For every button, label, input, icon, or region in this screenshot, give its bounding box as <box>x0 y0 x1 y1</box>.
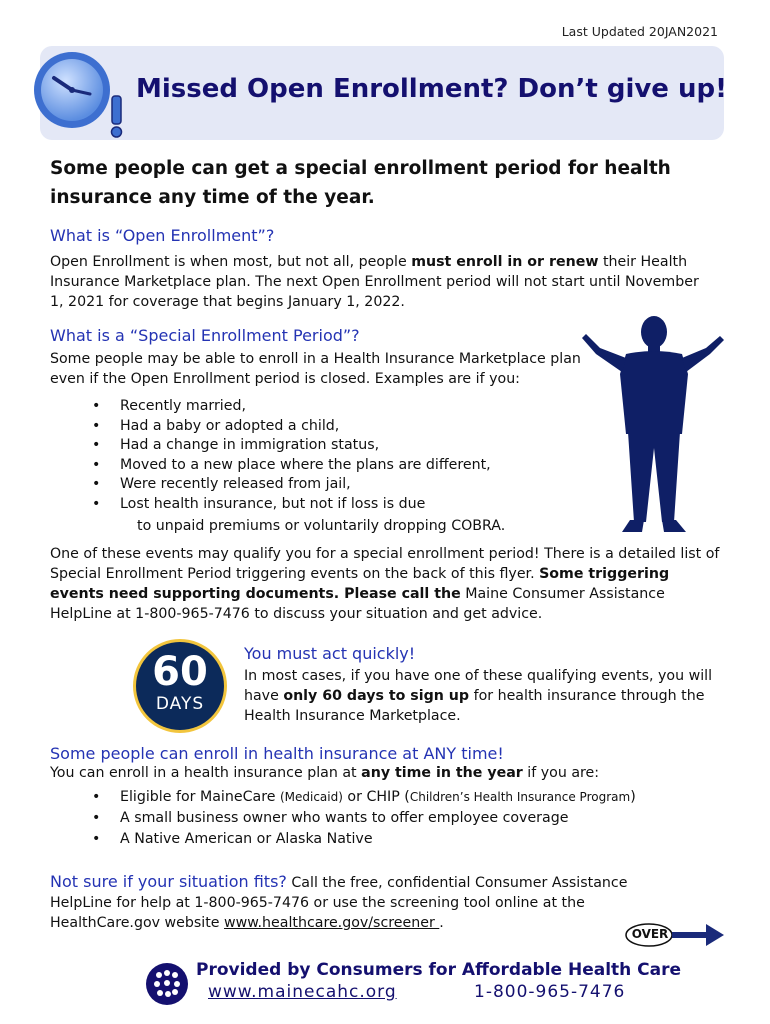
sep-heading: What is a “Special Enrollment Period”? <box>50 326 360 345</box>
list-item: • Eligible for MaineCare (Medicaid) or CHIP (Children’s Health Insurance Program) <box>92 787 712 808</box>
act-quickly-text: In most cases, if you have one of these qualifying events, you will have only 60 days to sign up for health insurance through the Health Insurance Marketplace. <box>244 668 713 724</box>
list-item: • A Native American or Alaska Native <box>92 829 712 850</box>
screener-link[interactable]: www.healthcare.gov/screener <box>224 915 440 931</box>
anytime-heading: Some people can enroll in health insurance at ANY time! <box>50 744 504 763</box>
footer-website-link[interactable]: www.mainecahc.org <box>208 982 397 1002</box>
last-updated: Last Updated 20JAN2021 <box>561 24 718 39</box>
not-sure-paragraph: Not sure if your situation fits? Call the free, confidential Consumer Assistance HelpLine for help at 1-800-965-7476 or use the screening tool online at the HealthCare.gov website www.healthcare.gov/screener . <box>50 872 628 931</box>
list-item: • Lost health insurance, but not if loss is due <box>92 495 572 515</box>
act-quickly-heading: You must act quickly! <box>244 644 416 663</box>
list-item: • A small business owner who wants to offer employee coverage <box>92 808 712 829</box>
over-label: OVER <box>631 927 669 941</box>
sep-intro: Some people may be able to enroll in a Health Insurance Marketplace plan even if the Open Enrollment period is closed. Examples are if you: <box>50 351 581 387</box>
sep-examples-list <box>92 397 572 514</box>
shrugging-person-silhouette <box>582 314 724 546</box>
list-item: • Were recently released from jail, <box>92 475 572 495</box>
org-logo-icon <box>145 962 189 1006</box>
list-item: • Recently married, <box>92 397 572 417</box>
not-sure-heading: Not sure if your situation fits? <box>50 872 287 891</box>
anytime-intro: You can enroll in a health insurance plan at any time in the year if you are: <box>50 765 600 781</box>
open-enrollment-text: Open Enrollment is when most, but not all, people must enroll in or renew their Health Insurance Marketplace plan. The next Open Enrollment period will not start until November 1, 2021 for coverage that begins January 1, 2022. <box>50 254 699 310</box>
badge-unit: DAYS <box>155 694 205 714</box>
exclamation-icon <box>112 96 122 137</box>
footer-org-name: Provided by Consumers for Affordable Health Care <box>196 960 682 980</box>
sixty-days-badge <box>136 642 224 730</box>
footer-phone: 1-800-965-7476 <box>474 982 626 1002</box>
page-title: Missed Open Enrollment? Don’t give up! <box>136 74 727 104</box>
sep-details-paragraph: One of these events may qualify you for a special enrollment period! There is a detailed list of Special Enrollment Period triggering events on the back of this flyer. Some triggering events need supporting documents. Please call the Maine Consumer Assistance HelpLine at 1-800-965-7476 to discuss your situation and get advice. <box>50 546 720 622</box>
open-enrollment-heading: What is “Open Enrollment”? <box>50 226 275 245</box>
anytime-list <box>92 787 712 850</box>
list-item: • Had a baby or adopted a child, <box>92 417 572 437</box>
badge-number: 60 <box>152 649 208 695</box>
clock-icon <box>28 46 128 142</box>
list-item: • Moved to a new place where the plans are different, <box>92 456 572 476</box>
lead-statement: Some people can get a special enrollment period for health insurance any time of the year. <box>50 158 671 208</box>
list-item: • Had a change in immigration status, <box>92 436 572 456</box>
list-item-continuation: to unpaid premiums or voluntarily dropping COBRA. <box>137 518 506 534</box>
